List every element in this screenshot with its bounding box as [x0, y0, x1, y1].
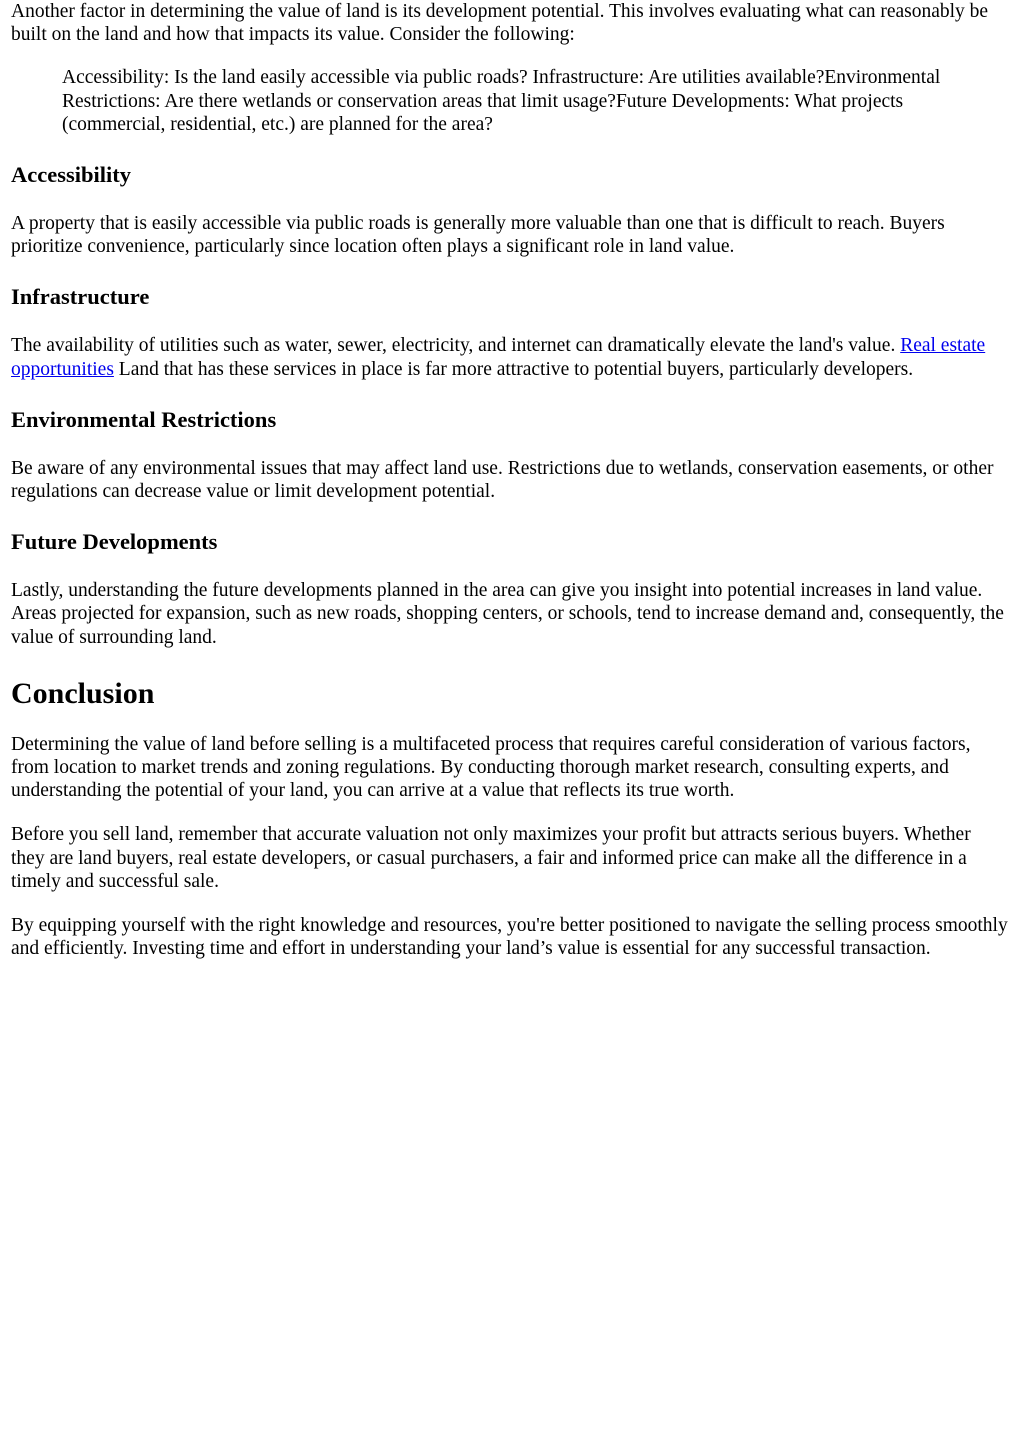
considerations-blockquote: Accessibility: Is the land easily accessible via public roads? Infrastructure: Are utilities available?Environmental Restrictions: Are there wetlands or conservation areas that limit usage?Future Developments: What projects (commercial, residential, etc.) are planned for the area?	[62, 67, 941, 135]
article-body	[11, 0, 1009, 960]
future-developments-paragraph: Lastly, understanding the future developments planned in the area can give you insight into potential increases in land value. Areas projected for expansion, such as new roads, shopping centers, or schools, tend to increase demand and, consequently, the value of surrounding land.	[11, 580, 1004, 648]
environmental-paragraph: Be aware of any environmental issues that may affect land use. Restrictions due to wetlands, conservation easements, or other regulations can decrease value or limit development potential.	[11, 457, 994, 503]
heading-conclusion: Conclusion	[11, 676, 155, 710]
infrastructure-text-before: The availability of utilities such as water, sewer, electricity, and internet can dramatically elevate the land's value.	[11, 335, 901, 357]
infrastructure-text-after: Land that has these services in place is far more attractive to potential buyers, particularly developers.	[113, 358, 914, 380]
infrastructure-paragraph	[11, 334, 1009, 380]
heading-accessibility: Accessibility	[11, 162, 131, 188]
heading-environmental-restrictions: Environmental Restrictions	[11, 406, 277, 432]
heading-infrastructure: Infrastructure	[11, 284, 150, 310]
conclusion-paragraph-3: By equipping yourself with the right knowledge and resources, you're better positioned to navigate the selling process smoothly and efficiently. Investing time and effort in understanding your land’s value is essential for any successful transaction.	[11, 915, 1008, 960]
heading-future-developments: Future Developments	[11, 529, 218, 555]
conclusion-paragraph-1: Determining the value of land before selling is a multifaceted process that requires careful consideration of various factors, from location to market trends and zoning regulations. By conducting thorough market research, consulting experts, and understanding the potential of your land, you can arrive at a value that reflects its true worth.	[11, 733, 971, 802]
conclusion-paragraph-2: Before you sell land, remember that accurate valuation not only maximizes your profit but attracts serious buyers. Whether they are land buyers, real estate developers, or casual purchasers, a fair and informed price can make all the difference in a timely and successful sale.	[11, 824, 971, 892]
intro-paragraph: Another factor in determining the value of land is its development potential. This involves evaluating what can reasonably be built on the land and how that impacts its value. Consider the following:	[11, 1, 989, 46]
accessibility-paragraph: A property that is easily accessible via public roads is generally more valuable than one that is difficult to reach. Buyers prioritize convenience, particularly since location often plays a significant role in land value.	[11, 213, 945, 258]
real-estate-opportunities-link[interactable]: Real estate opportunities	[11, 335, 986, 380]
